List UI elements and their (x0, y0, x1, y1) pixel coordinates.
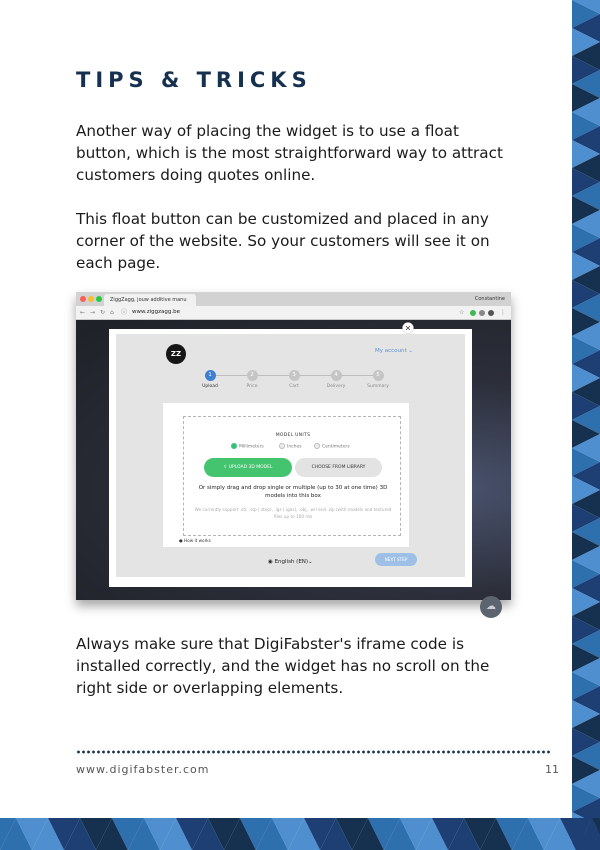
step-label: Upload (202, 384, 218, 389)
page-number: 11 (545, 763, 559, 776)
address-url[interactable]: www.ziggzagg.be (132, 309, 180, 315)
model-units-title: MODEL UNITS (275, 433, 311, 438)
reload-icon[interactable]: ↻ (100, 309, 106, 316)
drop-zone[interactable] (183, 416, 401, 536)
paragraph-float-button: Another way of placing the widget is to use a float button, which is the most straightforward way to attract customers doing quotes online. (76, 122, 503, 184)
info-icon: ⓘ (121, 309, 128, 316)
extension-icon[interactable] (479, 310, 485, 316)
footer-url: www.digifabster.com (76, 763, 210, 776)
step-summary[interactable] (358, 370, 398, 389)
close-window-icon[interactable] (80, 296, 86, 302)
browser-user-name[interactable]: Constantine (474, 296, 505, 302)
radio-icon (314, 443, 320, 449)
step-number: 4 (331, 370, 342, 381)
step-label: Delivery (326, 384, 346, 389)
step-upload[interactable] (190, 370, 230, 389)
step-price[interactable] (232, 370, 272, 389)
browser-chrome (76, 292, 511, 320)
back-icon[interactable]: ← (80, 309, 86, 316)
browser-tab[interactable]: ZiggZagg, jouw additive manu (104, 294, 196, 306)
widget-modal (109, 329, 472, 587)
drag-drop-text: Or simply drag and drop single or multiple (up to 30 at one time) 3D models into this box (198, 485, 388, 499)
extension-icon[interactable] (488, 310, 494, 316)
next-step-button[interactable]: NEXT STEP (375, 553, 417, 566)
home-icon[interactable]: ⌂ (110, 309, 114, 316)
info-icon: ● (179, 538, 184, 543)
cloud-upload-icon[interactable]: ☁ (480, 596, 502, 618)
svg-text:×: × (404, 323, 412, 333)
radio-selected-icon (231, 443, 237, 449)
paragraph-customization: This float button can be customized and placed in any corner of the website. So your customers will see it on each page. (76, 210, 490, 272)
widget-body (116, 334, 465, 577)
step-number: 3 (289, 370, 300, 381)
step-cart[interactable] (274, 370, 314, 389)
browser-tab-bar (76, 292, 511, 306)
close-icon[interactable] (402, 322, 414, 334)
bookmark-star-icon[interactable]: ☆ (459, 309, 465, 316)
step-number: 5 (373, 370, 384, 381)
unit-option-inches[interactable]: Inches (279, 443, 302, 452)
step-number: 1 (205, 370, 216, 381)
widget-logo: ZZ (166, 344, 186, 364)
paragraph-iframe-note: Always make sure that DigiFabster's iframe code is installed correctly, and the widget has no scroll on the right side or overlapping elements. (76, 635, 490, 697)
browser-address-bar (76, 306, 511, 320)
upload-arrow-icon: ⇧ (223, 465, 229, 470)
globe-icon: ◉ (268, 559, 275, 565)
upload-panel (163, 403, 409, 547)
maximize-window-icon[interactable] (96, 296, 102, 302)
language-selector[interactable]: ◉ English (EN)⌄ (268, 559, 313, 565)
decorative-triangle-band-right (572, 0, 600, 850)
unit-option-centimeters[interactable]: Centimeters (314, 443, 350, 452)
minimize-window-icon[interactable] (88, 296, 94, 302)
how-it-works-link[interactable]: ● How it works (179, 538, 211, 543)
browser-menu-icon[interactable]: ⋮ (500, 309, 506, 316)
radio-icon (279, 443, 285, 449)
step-label: Summary (367, 384, 389, 389)
decorative-triangle-band-bottom (0, 818, 600, 850)
my-account-link[interactable]: My account ⌄ (375, 348, 414, 354)
supported-formats-text: We currently support .stl, .stp (.step), .igs (.iges), .obj, .wrl and .zip (with models and textured files up to 100 mb (194, 507, 392, 519)
extension-icon[interactable] (470, 310, 476, 316)
upload-3d-model-button[interactable]: ⇧ UPLOAD 3D MODEL (204, 458, 292, 477)
step-label: Price (246, 384, 258, 389)
unit-option-millimeters[interactable]: Millimeters (231, 443, 264, 452)
step-number: 2 (247, 370, 258, 381)
forward-icon[interactable]: → (90, 309, 96, 316)
dotted-divider (76, 749, 551, 755)
step-label: Cart (289, 384, 299, 389)
widget-screenshot (76, 292, 511, 612)
choose-from-library-button[interactable]: CHOOSE FROM LIBRARY (295, 458, 382, 477)
step-delivery[interactable] (316, 370, 356, 389)
page-heading: TIPS & TRICKS (76, 68, 312, 92)
